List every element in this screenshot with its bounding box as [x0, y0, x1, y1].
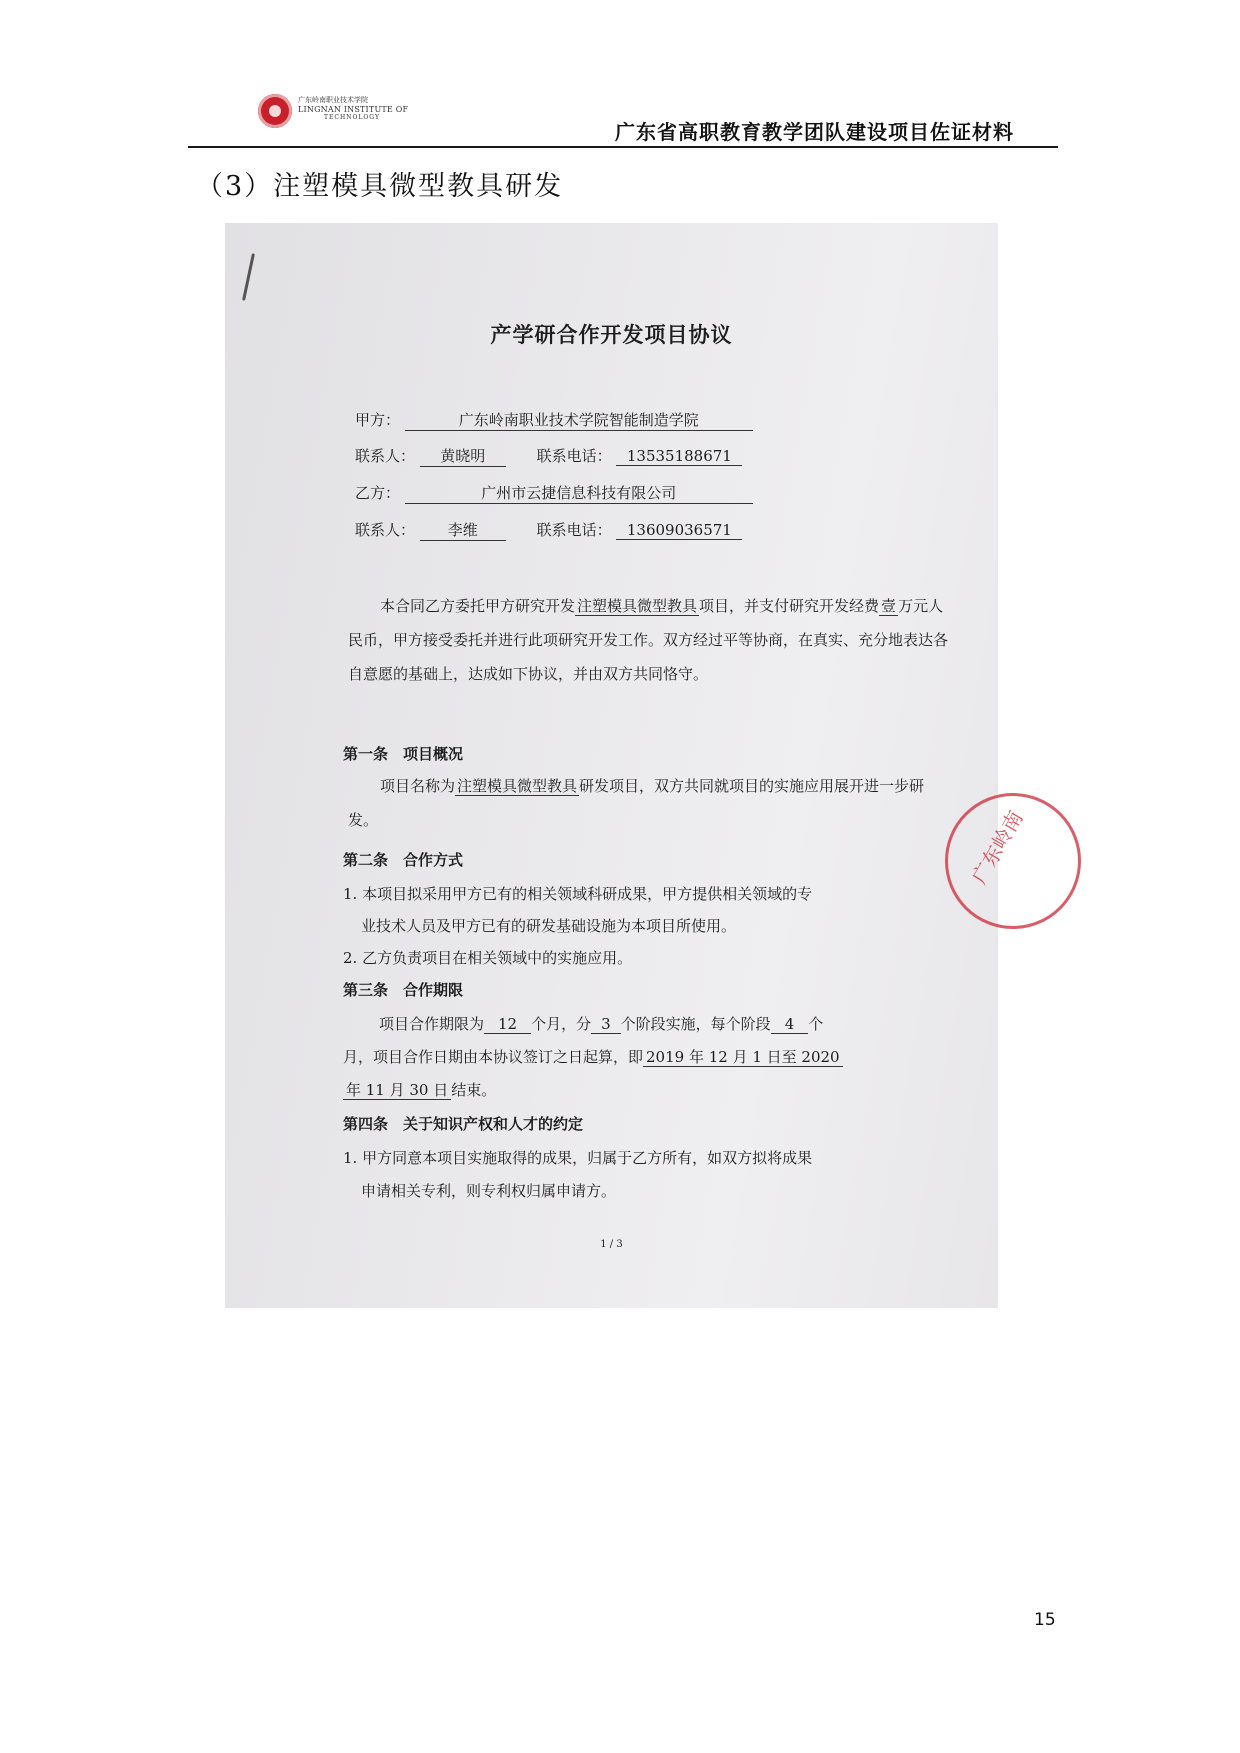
intro-text-2: 项目，并支付研究开发经费 [699, 597, 880, 615]
page-number: 15 [1034, 1610, 1056, 1630]
header-title: 广东省高职教育教学团队建设项目佐证材料 [615, 120, 1014, 144]
article-4-title: 第四条 关于知识产权和人才的约定 [343, 1115, 584, 1133]
contact-a-label: 联系人： [355, 447, 416, 465]
article-2-item-1a: 1. 本项目拟采用甲方已有的相关领域科研成果，甲方提供相关领域的专 [343, 885, 813, 903]
article-3-months: 12 [484, 1015, 531, 1034]
phone-a-value: 13535188671 [616, 447, 742, 466]
party-a-row [355, 409, 753, 431]
article-2-item-2: 2. 乙方负责项目在相关领域中的实施应用。 [343, 949, 633, 967]
article-3-end-date: 年 11 月 30 日 [343, 1081, 451, 1100]
intro-text-1: 本合同乙方委托甲方研究开发 [380, 597, 576, 615]
intro-paragraph [348, 589, 948, 691]
party-b-label: 乙方： [355, 484, 401, 502]
phone-b-value: 13609036571 [616, 521, 742, 540]
article-1-text-1: 项目名称为 [380, 777, 456, 795]
party-a-value: 广东岭南职业技术学院智能制造学院 [405, 409, 753, 431]
logo-english-name: LINGNAN INSTITUTE OF [298, 105, 409, 114]
article-3-start-date: 2019 年 12 月 1 日至 2020 [643, 1048, 843, 1067]
contact-b-value: 李维 [420, 519, 506, 541]
party-a-label: 甲方： [355, 411, 401, 429]
agreement-photo [225, 223, 1028, 1308]
article-3-months-per-stage: 4 [771, 1015, 809, 1034]
contact-b-label: 联系人： [355, 521, 416, 539]
article-2-title: 第二条 合作方式 [343, 851, 464, 869]
article-3-stages: 3 [591, 1015, 621, 1034]
intro-project-name: 注塑模具微型教具 [577, 597, 698, 615]
agreement-title: 产学研合作开发项目协议 [490, 322, 733, 347]
institute-logo [258, 92, 418, 130]
article-1-text-2: 研发项目，双方共同就项目的实施应用展开进一步研发。 [348, 777, 925, 829]
article-2-item-1b: 业技术人员及甲方已有的研发基础设施为本项目所使用。 [361, 917, 737, 935]
article-4-item-1a: 1. 甲方同意本项目实施取得的成果，归属于乙方所有，如双方拟将成果 [343, 1149, 813, 1167]
article-3-text-a: 项目合作期限为 [379, 1015, 485, 1033]
phone-b-label: 联系电话： [536, 521, 612, 539]
contact-a-value: 黄晓明 [420, 445, 506, 467]
party-b-value: 广州市云捷信息科技有限公司 [405, 482, 753, 504]
article-3-line-3 [343, 1079, 496, 1100]
official-stamp [945, 793, 1081, 929]
article-3-line-1 [379, 1013, 823, 1034]
article-3-line-2 [343, 1046, 843, 1067]
article-3-text-e: 月，项目合作日期由本协议签订之日起算，即 [343, 1048, 644, 1066]
article-3-text-d: 个 [808, 1015, 824, 1033]
seal-icon [258, 94, 292, 128]
pen-mark [242, 253, 255, 301]
phone-a-label: 联系电话： [536, 447, 612, 465]
intro-amount: 壹 [881, 597, 897, 615]
section-heading: （3）注塑模具微型教具研发 [196, 171, 564, 202]
logo-chinese-name: 广东岭南职业技术学院 [298, 96, 368, 104]
article-3-text-b: 个月，分 [531, 1015, 592, 1033]
article-3-title: 第三条 合作期限 [343, 981, 464, 999]
stamp-text: 广东岭南 [966, 806, 1028, 888]
contact-a-row [355, 445, 742, 467]
article-3-text-c: 个阶段实施，每个阶段 [620, 1015, 771, 1033]
article-1-body [348, 769, 948, 837]
agreement-page-marker: 1 / 3 [600, 1239, 623, 1250]
party-b-row [355, 482, 753, 504]
contact-b-row [355, 519, 742, 541]
logo-text [298, 96, 428, 121]
article-4-item-1b: 申请相关专利，则专利权归属申请方。 [361, 1182, 617, 1200]
intro-text-3: 万元人民币，甲方接受委托并进行此项研究开发工作。双方经过平等协商，在真实、充分地表达各自意愿的基础上，达成如下协议，并由双方共同恪守。 [348, 597, 949, 683]
article-3-text-f: 结束。 [451, 1081, 497, 1099]
header-divider [188, 146, 1058, 148]
article-1-title: 第一条 项目概况 [343, 745, 464, 763]
article-1-project-name: 注塑模具微型教具 [457, 777, 578, 795]
logo-english-name-2: TECHNOLOGY [324, 114, 380, 121]
